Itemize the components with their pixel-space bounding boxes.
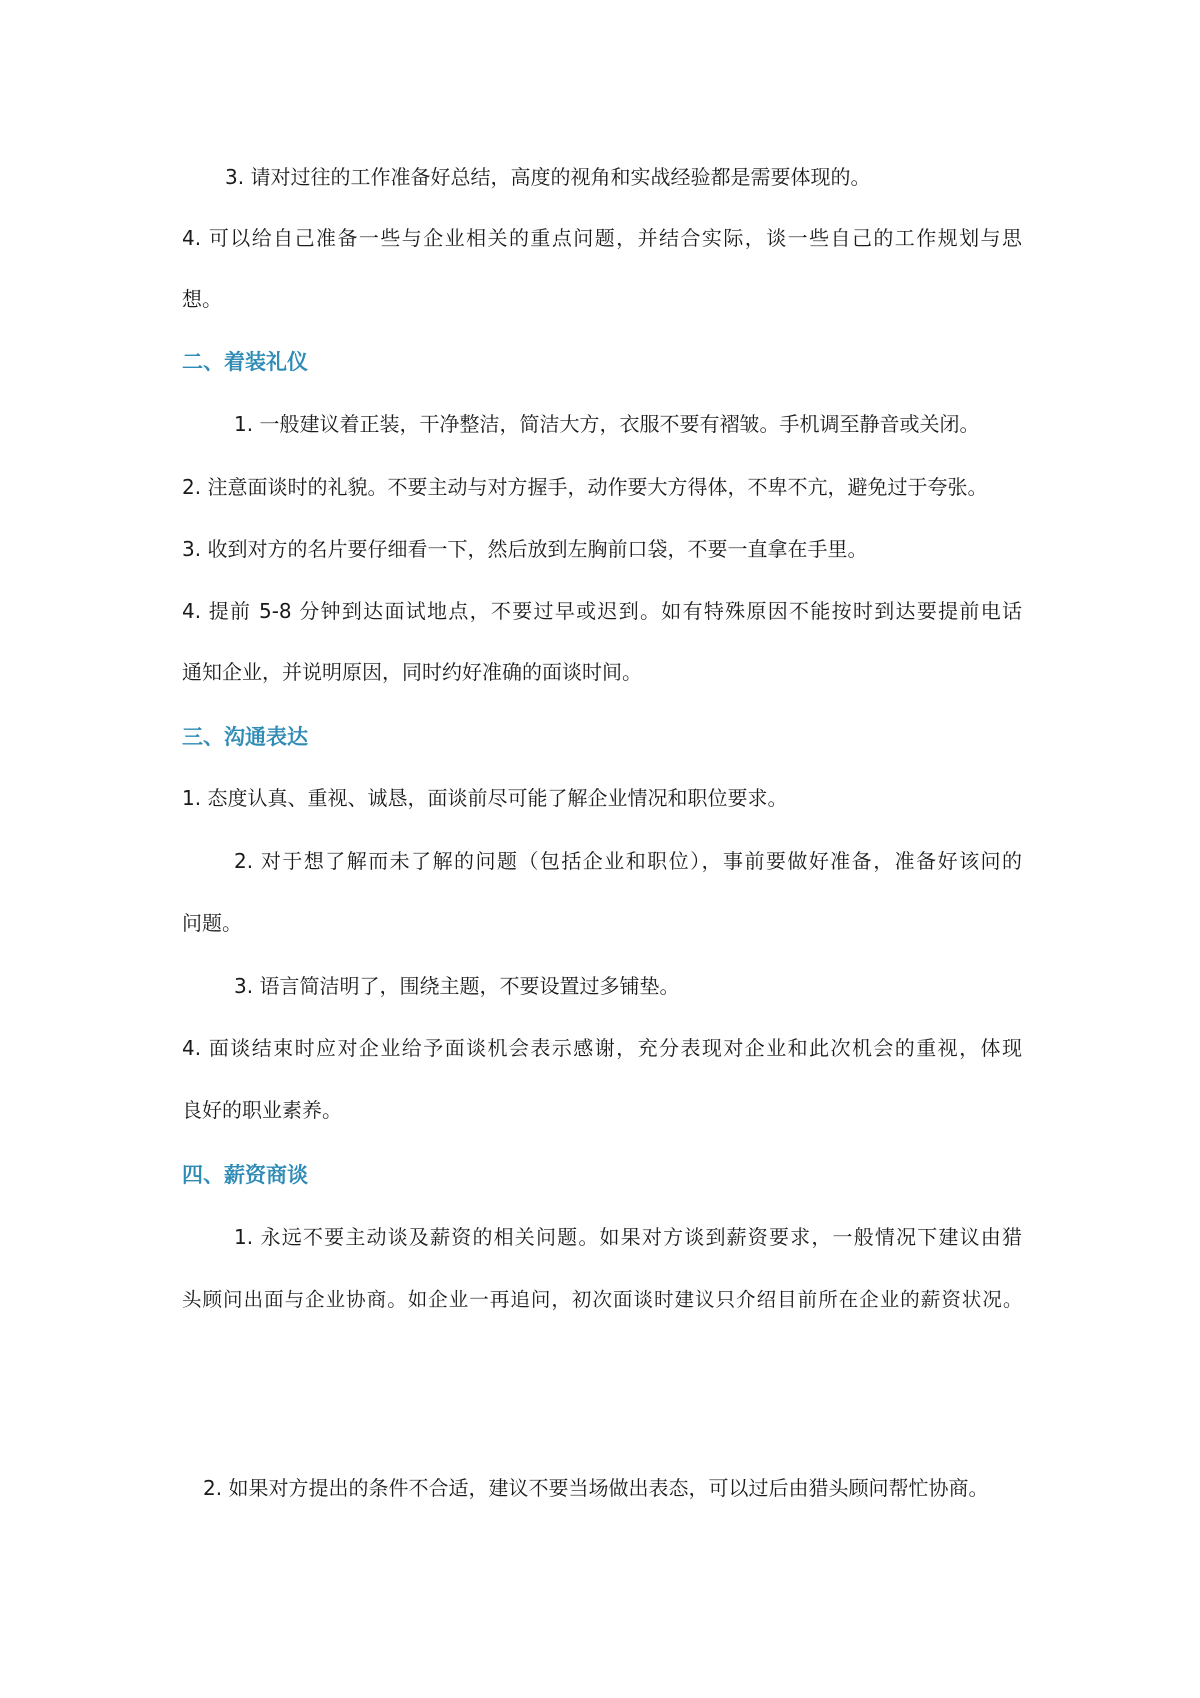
section-heading-attire: 二、着装礼仪 (182, 350, 308, 374)
paragraph-line: 良好的职业素养。 (182, 1098, 342, 1122)
paragraph-line: 1. 永远不要主动谈及薪资的相关问题。如果对方谈到薪资要求，一般情况下建议由猎 (234, 1225, 1022, 1249)
paragraph-line: 1. 一般建议着正装，干净整洁，简洁大方，衣服不要有褶皱。手机调至静音或关闭。 (234, 412, 980, 436)
paragraph-line: 4. 面谈结束时应对企业给予面谈机会表示感谢，充分表现对企业和此次机会的重视，体现 (182, 1036, 1022, 1060)
paragraph-line: 4. 提前 5-8 分钟到达面试地点，不要过早或迟到。如有特殊原因不能按时到达要提前电话 (182, 599, 1022, 623)
paragraph-line: 想。 (182, 287, 222, 311)
paragraph-line: 3. 请对过往的工作准备好总结，高度的视角和实战经验都是需要体现的。 (225, 165, 871, 189)
paragraph-line: 3. 收到对方的名片要仔细看一下，然后放到左胸前口袋，不要一直拿在手里。 (182, 537, 868, 561)
paragraph-line: 4. 可以给自己准备一些与企业相关的重点问题，并结合实际，谈一些自己的工作规划与思 (182, 226, 1022, 250)
section-heading-communication: 三、沟通表达 (182, 725, 308, 749)
paragraph-line: 问题。 (182, 911, 242, 935)
section-heading-salary: 四、薪资商谈 (182, 1163, 308, 1187)
paragraph-line: 2. 如果对方提出的条件不合适，建议不要当场做出表态，可以过后由猎头顾问帮忙协商。 (203, 1476, 989, 1500)
paragraph-line: 3. 语言简洁明了，围绕主题，不要设置过多铺垫。 (234, 974, 680, 998)
paragraph-line: 通知企业，并说明原因，同时约好准确的面谈时间。 (182, 660, 642, 684)
paragraph-line: 头顾问出面与企业协商。如企业一再追问，初次面谈时建议只介绍目前所在企业的薪资状况。 (182, 1288, 1022, 1311)
paragraph-line: 2. 对于想了解而未了解的问题（包括企业和职位），事前要做好准备，准备好该问的 (234, 849, 1022, 873)
paragraph-line: 2. 注意面谈时的礼貌。不要主动与对方握手，动作要大方得体，不卑不亢，避免过于夸张。 (182, 475, 988, 499)
paragraph-line: 1. 态度认真、重视、诚恳，面谈前尽可能了解企业情况和职位要求。 (182, 786, 788, 810)
